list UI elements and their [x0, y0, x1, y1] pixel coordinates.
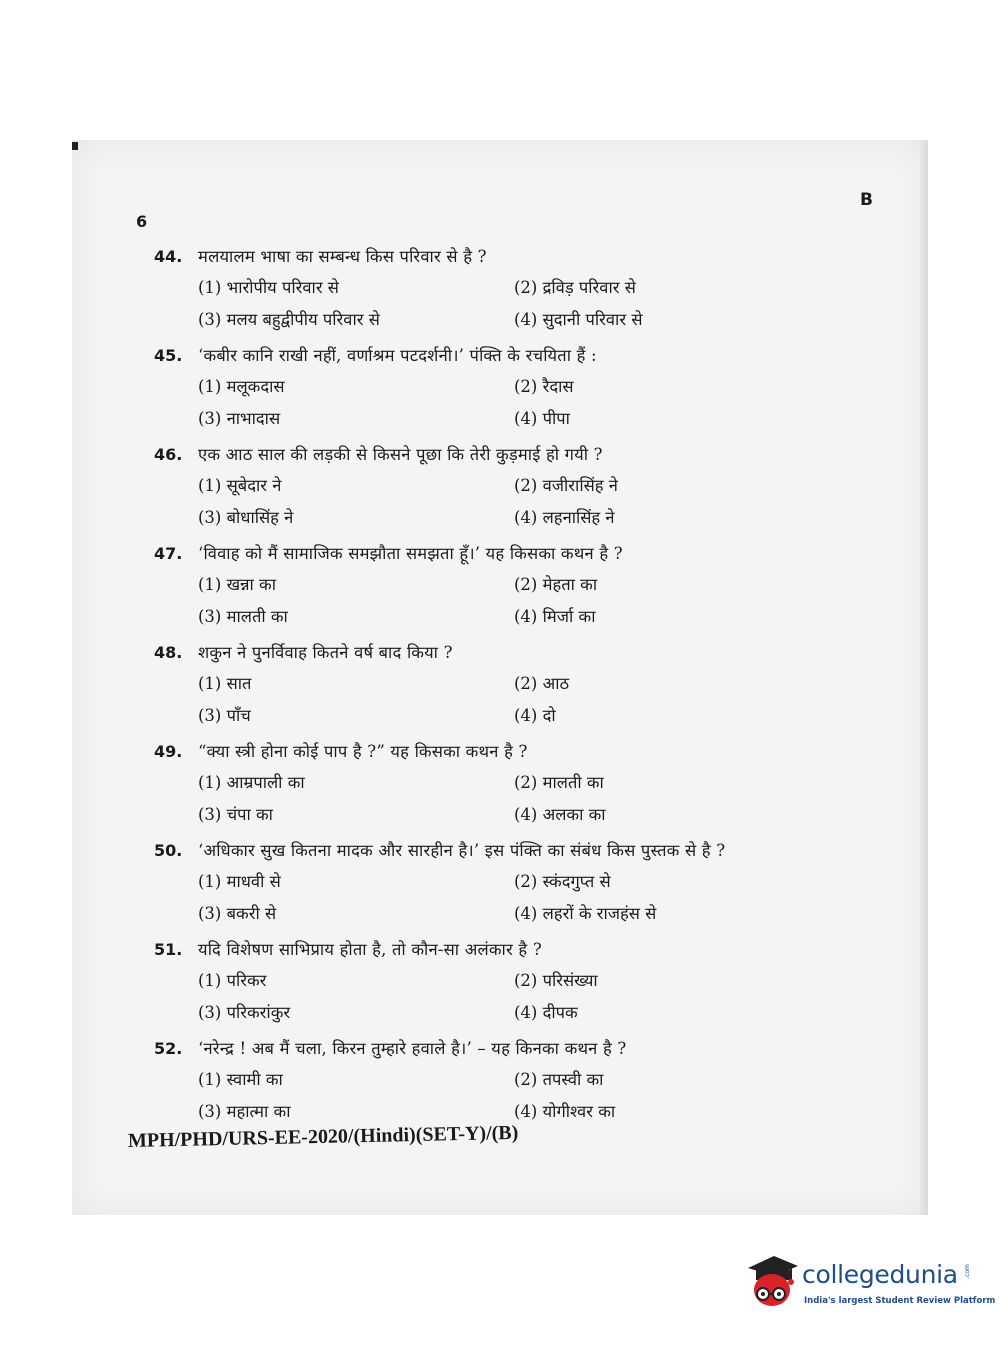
option-2: (2) परिसंख्या	[514, 971, 598, 990]
option-1: (1) सूबेदार ने	[198, 476, 282, 495]
option-3: (3) बकरी से	[198, 904, 277, 923]
question-48	[154, 640, 874, 739]
option-1: (1) माधवी से	[198, 872, 281, 891]
options	[198, 670, 874, 730]
option-4: (4) लहनासिंह ने	[514, 508, 615, 527]
option-4: (4) पीपा	[514, 409, 570, 428]
question-number: 45.	[154, 346, 183, 365]
question-47	[154, 541, 874, 640]
option-4: (4) दो	[514, 706, 556, 725]
option-3: (3) परिकरांकुर	[198, 1003, 291, 1022]
option-1: (1) स्वामी का	[198, 1070, 283, 1089]
options	[198, 868, 874, 928]
brand-name: collegedunia	[802, 1260, 958, 1289]
question-number: 51.	[154, 940, 183, 959]
question-text: शकुन ने पुनर्विवाह कितने वर्ष बाद किया ?	[198, 643, 453, 662]
question-number: 49.	[154, 742, 183, 761]
question-list	[154, 244, 874, 1135]
option-3: (3) चंपा का	[198, 805, 273, 824]
question-text: एक आठ साल की लड़की से किसने पूछा कि तेरी कुड़माई हो गयी ?	[198, 445, 603, 464]
option-3: (3) पाँच	[198, 706, 251, 725]
options	[198, 769, 874, 829]
scanned-exam-page	[72, 140, 928, 1215]
question-text: ‘नरेन्द्र ! अब मैं चला, किरन तुम्हारे हवाले है।’ – यह किनका कथन है ?	[198, 1039, 627, 1058]
question-text: ‘विवाह को मैं सामाजिक समझौता समझता हूँ।’ यह किसका कथन है ?	[198, 544, 623, 563]
question-49	[154, 739, 874, 838]
option-2: (2) स्कंदगुप्त से	[514, 872, 611, 891]
options	[198, 967, 874, 1027]
corner-mark	[72, 142, 78, 150]
question-text: मलयालम भाषा का सम्बन्ध किस परिवार से है ?	[198, 247, 487, 266]
option-2: (2) आठ	[514, 674, 570, 693]
option-4: (4) सुदानी परिवार से	[514, 310, 643, 329]
option-1: (1) सात	[198, 674, 252, 693]
options	[198, 571, 874, 631]
option-3: (3) मालती का	[198, 607, 288, 626]
question-51	[154, 937, 874, 1036]
option-4: (4) दीपक	[514, 1003, 578, 1022]
option-2: (2) रैदास	[514, 377, 574, 396]
page-edge	[920, 140, 928, 1215]
option-3: (3) नाभादास	[198, 409, 281, 428]
question-number: 52.	[154, 1039, 183, 1058]
question-number: 46.	[154, 445, 183, 464]
options	[198, 1066, 874, 1126]
options	[198, 472, 874, 532]
option-3: (3) बोधासिंह ने	[198, 508, 294, 527]
mascot-icon	[744, 1250, 800, 1310]
page-number: 6	[136, 212, 148, 231]
option-2: (2) द्रविड़ परिवार से	[514, 278, 636, 297]
paper-code-footer: MPH/PHD/URS-EE-2020/(Hindi)(SET-Y)/(B)	[127, 1121, 519, 1152]
option-1: (1) खन्ना का	[198, 575, 276, 594]
option-1: (1) आम्रपाली का	[198, 773, 305, 792]
options	[198, 373, 874, 433]
question-number: 48.	[154, 643, 183, 662]
question-text: यदि विशेषण साभिप्राय होता है, तो कौन-सा अलंकार है ?	[198, 940, 542, 959]
option-2: (2) मेहता का	[514, 575, 598, 594]
set-letter: B	[860, 190, 873, 210]
option-1: (1) मलूकदास	[198, 377, 285, 396]
question-46	[154, 442, 874, 541]
option-2: (2) तपस्वी का	[514, 1070, 604, 1089]
question-number: 44.	[154, 247, 183, 266]
option-4: (4) अलका का	[514, 805, 606, 824]
question-number: 50.	[154, 841, 183, 860]
option-4: (4) लहरों के राजहंस से	[514, 904, 657, 923]
question-text: ‘अधिकार सुख कितना मादक और सारहीन है।’ इस पंक्ति का संबंध किस पुस्तक से है ?	[198, 841, 726, 860]
option-2: (2) मालती का	[514, 773, 604, 792]
option-3: (3) महात्मा का	[198, 1102, 291, 1121]
question-52	[154, 1036, 874, 1135]
option-3: (3) मलय बहुद्वीपीय परिवार से	[198, 310, 380, 329]
brand-tagline: India's largest Student Review Platform	[804, 1296, 996, 1306]
question-45	[154, 343, 874, 442]
option-1: (1) भारोपीय परिवार से	[198, 278, 339, 297]
question-text: ‘कबीर कानि राखी नहीं, वर्णाश्रम पटदर्शनी।’ पंक्ति के रचयिता हैं :	[198, 346, 597, 365]
brand-suffix: .com	[963, 1264, 971, 1279]
collegedunia-logo[interactable]	[742, 1248, 996, 1318]
option-4: (4) मिर्जा का	[514, 607, 596, 626]
question-44	[154, 244, 874, 343]
question-number: 47.	[154, 544, 183, 563]
option-1: (1) परिकर	[198, 971, 267, 990]
options	[198, 274, 874, 334]
option-4: (4) योगीश्वर का	[514, 1102, 616, 1121]
option-2: (2) वजीरासिंह ने	[514, 476, 618, 495]
question-50	[154, 838, 874, 937]
question-text: “क्या स्त्री होना कोई पाप है ?” यह किसका कथन है ?	[198, 742, 528, 761]
